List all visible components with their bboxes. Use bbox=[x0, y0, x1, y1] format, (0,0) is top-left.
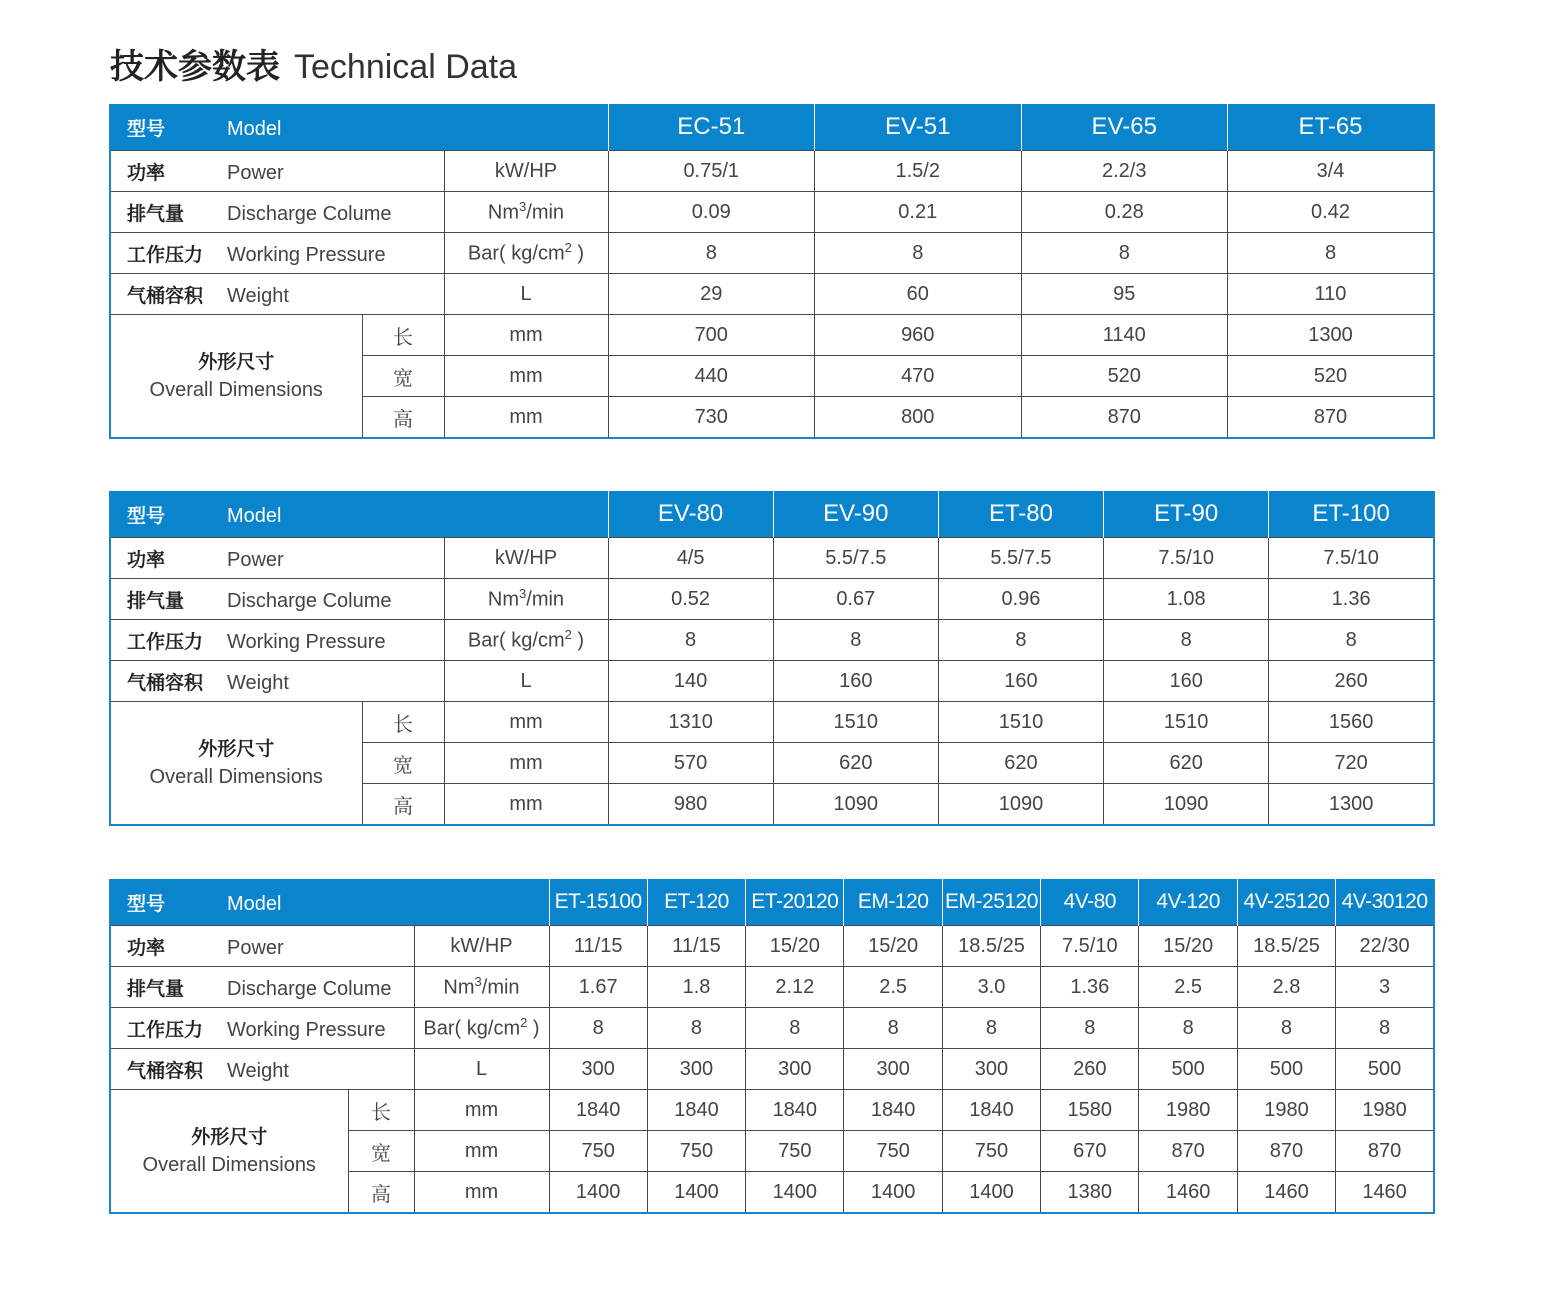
weight-cell: 110 bbox=[1228, 274, 1435, 315]
model-cell: EV-51 bbox=[815, 104, 1022, 151]
length-cell: 1510 bbox=[1104, 702, 1269, 743]
width-cell: 870 bbox=[1139, 1131, 1237, 1172]
weight-cell: 300 bbox=[844, 1049, 942, 1090]
length-unit: mm bbox=[414, 1090, 549, 1131]
spec-table-2 bbox=[109, 491, 1435, 826]
pressure-cell: 8 bbox=[608, 620, 773, 661]
pressure-cell: 8 bbox=[1269, 620, 1434, 661]
model-cell: ET-90 bbox=[1104, 491, 1269, 538]
power-cell: 3/4 bbox=[1228, 151, 1435, 192]
length-cell: 1840 bbox=[746, 1090, 844, 1131]
weight-cell: 500 bbox=[1237, 1049, 1335, 1090]
weight-cell: 300 bbox=[549, 1049, 647, 1090]
weight-cell: 300 bbox=[647, 1049, 745, 1090]
length-cell: 1310 bbox=[608, 702, 773, 743]
width-cell: 520 bbox=[1021, 356, 1228, 397]
spec-table-3 bbox=[109, 879, 1435, 1214]
pressure-cell: 8 bbox=[1021, 233, 1228, 274]
dimensions-label: 外形尺寸 Overall Dimensions bbox=[110, 702, 362, 826]
weight-row bbox=[110, 274, 1434, 315]
power-cell: 5.5/7.5 bbox=[773, 538, 938, 579]
height-cell: 1400 bbox=[746, 1172, 844, 1214]
pressure-cell: 8 bbox=[773, 620, 938, 661]
model-cell: 4V-30120 bbox=[1336, 879, 1434, 926]
model-cell: 4V-120 bbox=[1139, 879, 1237, 926]
width-cell: 750 bbox=[746, 1131, 844, 1172]
weight-cell: 29 bbox=[608, 274, 815, 315]
pressure-unit: Bar( $kg/cm^2$ ) bbox=[444, 620, 608, 661]
height-cell: 1460 bbox=[1336, 1172, 1434, 1214]
width-cell: 620 bbox=[773, 743, 938, 784]
pressure-unit: Bar( $kg/cm^2$ ) bbox=[444, 233, 608, 274]
width-cell: 440 bbox=[608, 356, 815, 397]
width-cell: 750 bbox=[942, 1131, 1040, 1172]
length-cell: 1510 bbox=[938, 702, 1103, 743]
power-row bbox=[110, 926, 1434, 967]
length-cell: 1980 bbox=[1237, 1090, 1335, 1131]
height-cell: 1460 bbox=[1237, 1172, 1335, 1214]
model-cell: 4V-80 bbox=[1041, 879, 1139, 926]
model-cell: EM-25120 bbox=[942, 879, 1040, 926]
power-cell: 18.5/25 bbox=[942, 926, 1040, 967]
power-unit: kW/HP bbox=[444, 151, 608, 192]
height-cell: 1400 bbox=[844, 1172, 942, 1214]
power-cell: 22/30 bbox=[1336, 926, 1434, 967]
width-cell: 570 bbox=[608, 743, 773, 784]
length-cell: 1980 bbox=[1139, 1090, 1237, 1131]
weight-cell: 500 bbox=[1336, 1049, 1434, 1090]
model-cell: ET-120 bbox=[647, 879, 745, 926]
weight-unit: L bbox=[414, 1049, 549, 1090]
height-cell: 730 bbox=[608, 397, 815, 439]
height-cell: 1090 bbox=[773, 784, 938, 826]
weight-cell: 160 bbox=[773, 661, 938, 702]
power-cell: 7.5/10 bbox=[1269, 538, 1434, 579]
model-cell: EV-80 bbox=[608, 491, 773, 538]
model-row bbox=[110, 104, 1434, 151]
model-cell: ET-20120 bbox=[746, 879, 844, 926]
length-cell: 1840 bbox=[942, 1090, 1040, 1131]
model-label: 型号 Model bbox=[110, 879, 549, 926]
pressure-cell: 8 bbox=[746, 1008, 844, 1049]
weight-cell: 260 bbox=[1269, 661, 1434, 702]
weight-cell: 95 bbox=[1021, 274, 1228, 315]
length-cell: 960 bbox=[815, 315, 1022, 356]
width-label: 宽 bbox=[348, 1131, 414, 1172]
weight-label: 气桶容积 Weight bbox=[110, 1049, 414, 1090]
pressure-unit: Bar( $kg/cm^2$ ) bbox=[414, 1008, 549, 1049]
power-label: 功率 Power bbox=[110, 926, 414, 967]
weight-unit: L bbox=[444, 661, 608, 702]
discharge-cell: 2.5 bbox=[844, 967, 942, 1008]
length-cell: 1300 bbox=[1228, 315, 1435, 356]
power-cell: 15/20 bbox=[844, 926, 942, 967]
width-cell: 470 bbox=[815, 356, 1022, 397]
power-cell: 2.2/3 bbox=[1021, 151, 1228, 192]
discharge-label: 排气量 Discharge Colume bbox=[110, 579, 444, 620]
discharge-cell: 1.36 bbox=[1041, 967, 1139, 1008]
weight-cell: 300 bbox=[746, 1049, 844, 1090]
discharge-cell: 0.96 bbox=[938, 579, 1103, 620]
discharge-unit: Nm$^3$/min bbox=[444, 192, 608, 233]
model-cell: ET-65 bbox=[1228, 104, 1435, 151]
width-cell: 620 bbox=[1104, 743, 1269, 784]
power-cell: 18.5/25 bbox=[1237, 926, 1335, 967]
model-row bbox=[110, 491, 1434, 538]
pressure-cell: 8 bbox=[1139, 1008, 1237, 1049]
discharge-cell: 2.12 bbox=[746, 967, 844, 1008]
height-label: 高 bbox=[362, 397, 444, 439]
width-cell: 620 bbox=[938, 743, 1103, 784]
discharge-cell: 2.5 bbox=[1139, 967, 1237, 1008]
model-cell: EM-120 bbox=[844, 879, 942, 926]
height-cell: 980 bbox=[608, 784, 773, 826]
pressure-cell: 8 bbox=[938, 620, 1103, 661]
discharge-label: 排气量 Discharge Colume bbox=[110, 192, 444, 233]
power-cell: 5.5/7.5 bbox=[938, 538, 1103, 579]
pressure-cell: 8 bbox=[608, 233, 815, 274]
height-unit: mm bbox=[444, 784, 608, 826]
width-label: 宽 bbox=[362, 743, 444, 784]
discharge-cell: 0.09 bbox=[608, 192, 815, 233]
power-label: 功率 Power bbox=[110, 151, 444, 192]
width-label: 宽 bbox=[362, 356, 444, 397]
height-label: 高 bbox=[362, 784, 444, 826]
discharge-cell: 3.0 bbox=[942, 967, 1040, 1008]
weight-cell: 300 bbox=[942, 1049, 1040, 1090]
pressure-cell: 8 bbox=[1237, 1008, 1335, 1049]
power-cell: 7.5/10 bbox=[1041, 926, 1139, 967]
power-unit: kW/HP bbox=[444, 538, 608, 579]
length-cell: 700 bbox=[608, 315, 815, 356]
height-cell: 1090 bbox=[938, 784, 1103, 826]
width-cell: 750 bbox=[844, 1131, 942, 1172]
length-cell: 1840 bbox=[549, 1090, 647, 1131]
length-unit: mm bbox=[444, 702, 608, 743]
power-cell: 11/15 bbox=[647, 926, 745, 967]
pressure-label: 工作压力 Working Pressure bbox=[110, 620, 444, 661]
height-label: 高 bbox=[348, 1172, 414, 1214]
height-cell: 1400 bbox=[549, 1172, 647, 1214]
pressure-cell: 8 bbox=[942, 1008, 1040, 1049]
weight-label: 气桶容积 Weight bbox=[110, 661, 444, 702]
discharge-cell: 1.67 bbox=[549, 967, 647, 1008]
discharge-row bbox=[110, 192, 1434, 233]
length-row bbox=[110, 315, 1434, 356]
weight-row bbox=[110, 661, 1434, 702]
length-label: 长 bbox=[362, 315, 444, 356]
length-cell: 1510 bbox=[773, 702, 938, 743]
discharge-cell: 3 bbox=[1336, 967, 1434, 1008]
discharge-label: 排气量 Discharge Colume bbox=[110, 967, 414, 1008]
pressure-cell: 8 bbox=[1336, 1008, 1434, 1049]
discharge-cell: 0.67 bbox=[773, 579, 938, 620]
dimensions-label: 外形尺寸 Overall Dimensions bbox=[110, 315, 362, 439]
power-cell: 1.5/2 bbox=[815, 151, 1022, 192]
length-row bbox=[110, 702, 1434, 743]
page-title bbox=[110, 44, 517, 90]
spec-table-1 bbox=[109, 104, 1435, 439]
discharge-cell: 1.36 bbox=[1269, 579, 1434, 620]
discharge-cell: 0.28 bbox=[1021, 192, 1228, 233]
power-row bbox=[110, 538, 1434, 579]
length-label: 长 bbox=[348, 1090, 414, 1131]
discharge-row bbox=[110, 579, 1434, 620]
height-cell: 870 bbox=[1021, 397, 1228, 439]
pressure-label: 工作压力 Working Pressure bbox=[110, 233, 444, 274]
width-cell: 720 bbox=[1269, 743, 1434, 784]
height-cell: 1300 bbox=[1269, 784, 1434, 826]
model-cell: EV-65 bbox=[1021, 104, 1228, 151]
discharge-row bbox=[110, 967, 1434, 1008]
power-cell: 11/15 bbox=[549, 926, 647, 967]
model-cell: 4V-25120 bbox=[1237, 879, 1335, 926]
discharge-cell: 0.52 bbox=[608, 579, 773, 620]
width-cell: 870 bbox=[1336, 1131, 1434, 1172]
pressure-cell: 8 bbox=[1041, 1008, 1139, 1049]
power-cell: 7.5/10 bbox=[1104, 538, 1269, 579]
model-row bbox=[110, 879, 1434, 926]
discharge-unit: Nm$^3$/min bbox=[414, 967, 549, 1008]
power-cell: 15/20 bbox=[1139, 926, 1237, 967]
discharge-cell: 0.42 bbox=[1228, 192, 1435, 233]
width-cell: 870 bbox=[1237, 1131, 1335, 1172]
weight-row bbox=[110, 1049, 1434, 1090]
length-cell: 1140 bbox=[1021, 315, 1228, 356]
pressure-row bbox=[110, 620, 1434, 661]
discharge-cell: 0.21 bbox=[815, 192, 1022, 233]
height-unit: mm bbox=[414, 1172, 549, 1214]
height-cell: 1460 bbox=[1139, 1172, 1237, 1214]
height-cell: 1380 bbox=[1041, 1172, 1139, 1214]
width-unit: mm bbox=[414, 1131, 549, 1172]
pressure-cell: 8 bbox=[815, 233, 1022, 274]
pressure-cell: 8 bbox=[549, 1008, 647, 1049]
weight-unit: L bbox=[444, 274, 608, 315]
model-cell: EC-51 bbox=[608, 104, 815, 151]
weight-cell: 160 bbox=[1104, 661, 1269, 702]
discharge-cell: 1.8 bbox=[647, 967, 745, 1008]
width-unit: mm bbox=[444, 356, 608, 397]
height-unit: mm bbox=[444, 397, 608, 439]
width-cell: 750 bbox=[647, 1131, 745, 1172]
width-cell: 670 bbox=[1041, 1131, 1139, 1172]
length-cell: 1840 bbox=[844, 1090, 942, 1131]
height-cell: 800 bbox=[815, 397, 1022, 439]
discharge-cell: 1.08 bbox=[1104, 579, 1269, 620]
model-cell: ET-80 bbox=[938, 491, 1103, 538]
model-label: 型号 Model bbox=[110, 104, 608, 151]
pressure-cell: 8 bbox=[1228, 233, 1435, 274]
height-cell: 870 bbox=[1228, 397, 1435, 439]
length-row bbox=[110, 1090, 1434, 1131]
model-cell: ET-100 bbox=[1269, 491, 1434, 538]
model-cell: EV-90 bbox=[773, 491, 938, 538]
length-cell: 1980 bbox=[1336, 1090, 1434, 1131]
pressure-row bbox=[110, 1008, 1434, 1049]
height-cell: 1090 bbox=[1104, 784, 1269, 826]
weight-cell: 260 bbox=[1041, 1049, 1139, 1090]
pressure-cell: 8 bbox=[647, 1008, 745, 1049]
discharge-unit: Nm$^3$/min bbox=[444, 579, 608, 620]
weight-label: 气桶容积 Weight bbox=[110, 274, 444, 315]
pressure-cell: 8 bbox=[844, 1008, 942, 1049]
length-cell: 1580 bbox=[1041, 1090, 1139, 1131]
power-cell: 0.75/1 bbox=[608, 151, 815, 192]
width-unit: mm bbox=[444, 743, 608, 784]
pressure-cell: 8 bbox=[1104, 620, 1269, 661]
weight-cell: 500 bbox=[1139, 1049, 1237, 1090]
pressure-label: 工作压力 Working Pressure bbox=[110, 1008, 414, 1049]
model-label: 型号 Model bbox=[110, 491, 608, 538]
discharge-cell: 2.8 bbox=[1237, 967, 1335, 1008]
power-label: 功率 Power bbox=[110, 538, 444, 579]
width-cell: 520 bbox=[1228, 356, 1435, 397]
page-title-en: Technical Data bbox=[294, 48, 518, 86]
power-unit: kW/HP bbox=[414, 926, 549, 967]
length-unit: mm bbox=[444, 315, 608, 356]
height-cell: 1400 bbox=[647, 1172, 745, 1214]
weight-cell: 60 bbox=[815, 274, 1022, 315]
height-cell: 1400 bbox=[942, 1172, 1040, 1214]
length-label: 长 bbox=[362, 702, 444, 743]
dimensions-label: 外形尺寸 Overall Dimensions bbox=[110, 1090, 348, 1214]
model-cell: ET-15100 bbox=[549, 879, 647, 926]
weight-cell: 140 bbox=[608, 661, 773, 702]
power-row bbox=[110, 151, 1434, 192]
pressure-row bbox=[110, 233, 1434, 274]
page-title-zh: 技术参数表 bbox=[110, 47, 280, 87]
length-cell: 1560 bbox=[1269, 702, 1434, 743]
power-cell: 4/5 bbox=[608, 538, 773, 579]
length-cell: 1840 bbox=[647, 1090, 745, 1131]
weight-cell: 160 bbox=[938, 661, 1103, 702]
power-cell: 15/20 bbox=[746, 926, 844, 967]
width-cell: 750 bbox=[549, 1131, 647, 1172]
